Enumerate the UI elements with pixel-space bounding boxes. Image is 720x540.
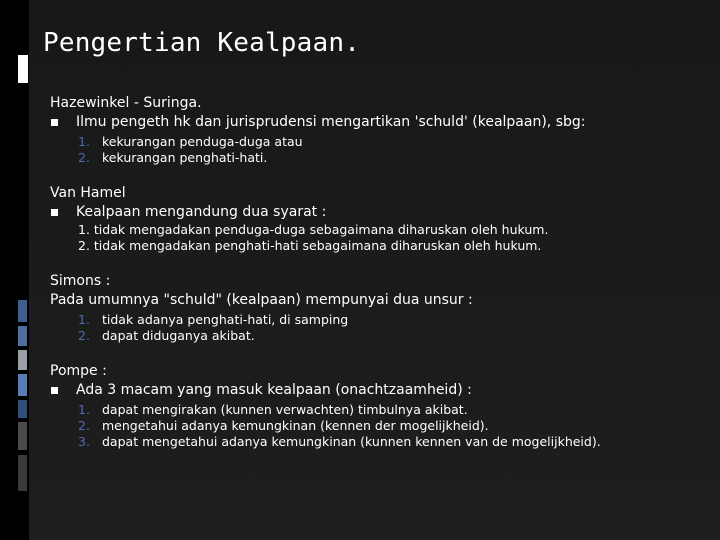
section-simons [50, 272, 710, 344]
item-number: 3. [78, 434, 90, 449]
section-pompe [50, 362, 710, 450]
section-hazewinkel [50, 94, 710, 166]
side-strip-2 [18, 326, 27, 346]
bullet-text: Kealpaan mengandung dua syarat : [76, 204, 327, 220]
title-accent-bar [18, 55, 28, 83]
numbered-list [50, 402, 710, 450]
section-van-hamel [50, 184, 710, 254]
item-text: dapat mengirakan (kunnen verwachten) timbulnya akibat. [102, 402, 468, 417]
item-number: 2. [78, 418, 90, 433]
item-number: 1. [78, 312, 90, 327]
bullet-item [50, 113, 710, 132]
section-heading: Simons : [50, 273, 111, 289]
square-bullet-icon [51, 119, 58, 126]
section-heading: Pompe : [50, 363, 107, 379]
side-strip-6 [18, 422, 27, 450]
item-text: kekurangan penduga-duga atau [102, 134, 303, 149]
side-strip-3 [18, 350, 27, 370]
section-subheading: Pada umumnya "schuld" (kealpaan) mempunyai dua unsur : [50, 292, 473, 308]
slide-title: Pengertian Kealpaan. [43, 28, 361, 58]
item-text: kekurangan penghati-hati. [102, 150, 268, 165]
bullet-item [50, 381, 710, 400]
list-item [78, 312, 710, 328]
item-text: mengetahui adanya kemungkinan (kennen der mogelijkheid). [102, 418, 489, 433]
list-item [78, 402, 710, 418]
item-text: tidak adanya penghati-hati, di samping [102, 312, 349, 327]
side-strip-4 [18, 374, 27, 396]
section-heading: Van Hamel [50, 185, 126, 201]
list-item [78, 134, 710, 150]
square-bullet-icon [51, 387, 58, 394]
list-line: 1. tidak mengadakan penduga-duga sebagaimana diharuskan oleh hukum. [78, 222, 549, 237]
item-number: 1. [78, 402, 90, 417]
square-bullet-icon [51, 209, 58, 216]
side-strip-7 [18, 455, 27, 491]
list-item [78, 150, 710, 166]
side-strip-5 [18, 400, 27, 418]
item-number: 2. [78, 150, 90, 165]
list-line: 2. tidak mengadakan penghati-hati sebagaimana diharuskan oleh hukum. [78, 238, 542, 253]
item-text: dapat diduganya akibat. [102, 328, 255, 343]
bullet-item [50, 203, 710, 222]
list-item [78, 418, 710, 434]
bullet-text: Ilmu pengeth hk dan jurisprudensi mengartikan 'schuld' (kealpaan), sbg: [76, 114, 586, 130]
item-text: dapat mengetahui adanya kemungkinan (kunnen kennen van de mogelijkheid). [102, 434, 601, 449]
section-heading: Hazewinkel - Suringa. [50, 95, 202, 111]
bullet-text: Ada 3 macam yang masuk kealpaan (onachtzaamheid) : [76, 382, 472, 398]
numbered-list [50, 312, 710, 344]
numbered-list [50, 134, 710, 166]
item-number: 2. [78, 328, 90, 343]
item-number: 1. [78, 134, 90, 149]
list-item [78, 434, 710, 450]
slide-content [50, 94, 710, 468]
list-item [78, 328, 710, 344]
side-strip-1 [18, 300, 27, 322]
